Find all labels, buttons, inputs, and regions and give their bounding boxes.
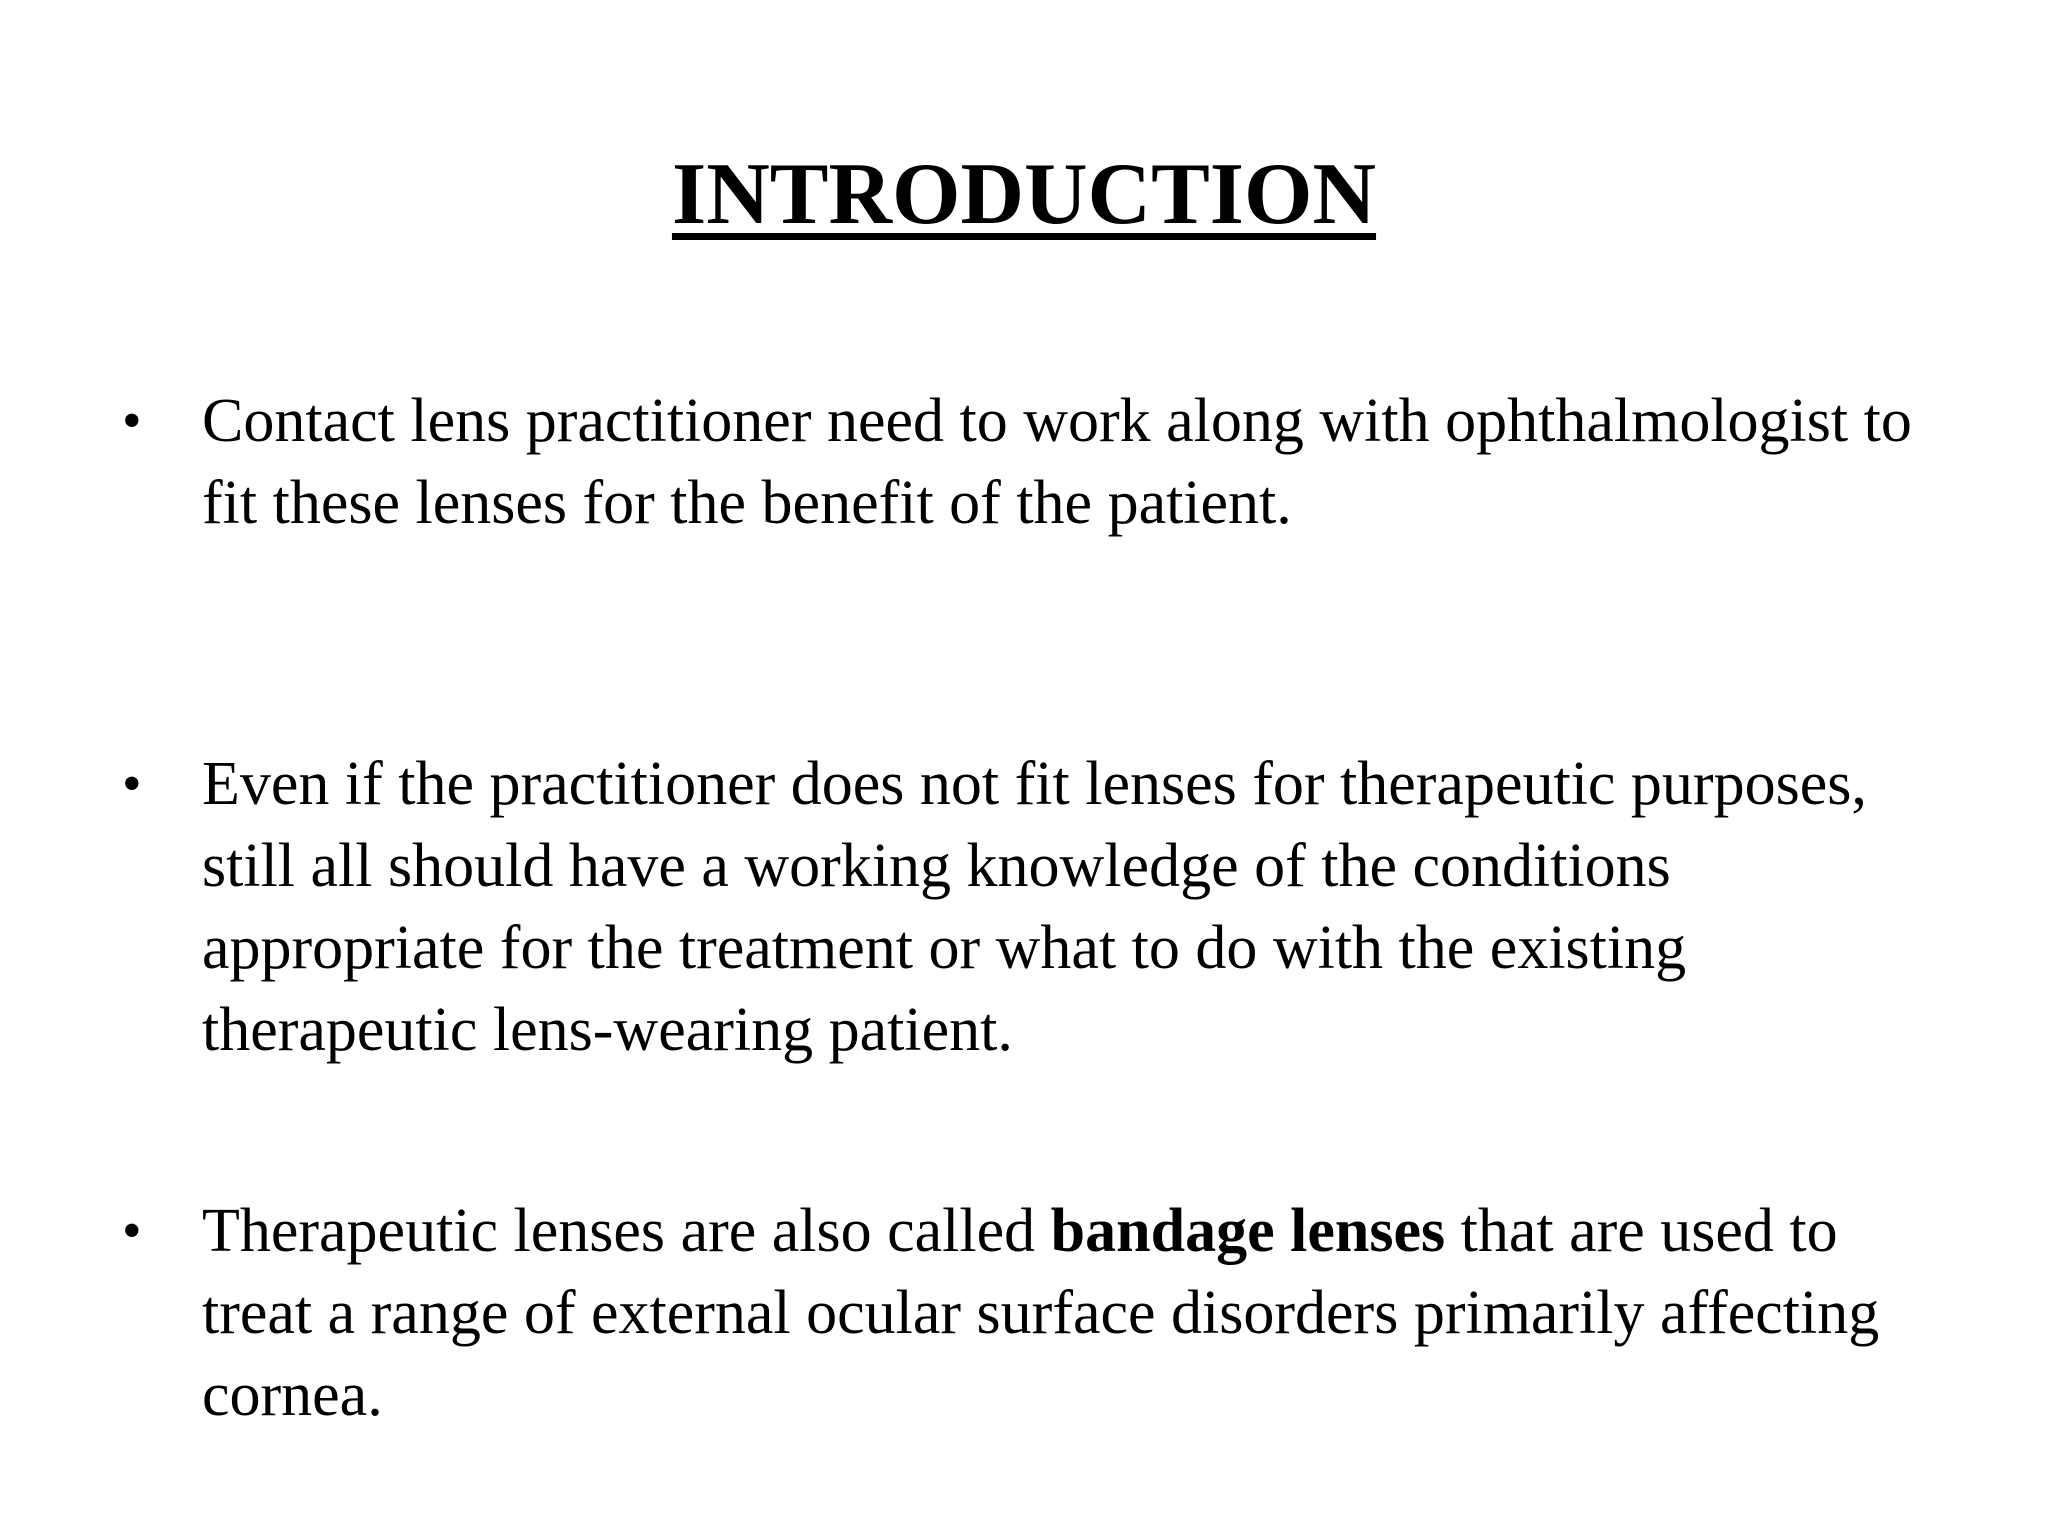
bullet-marker-icon: • bbox=[122, 1200, 142, 1262]
bullet-text-1: Contact lens practitioner need to work along with ophthalmologist to fit these lenses for the benefit of the patient. bbox=[202, 387, 1912, 537]
bullet-text-3 bbox=[202, 1190, 1962, 1436]
bullet-text-3-after: that are used to treat a range of external ocular surface disorders primarily affecting cornea. bbox=[202, 1197, 1880, 1429]
bullet-marker-icon: • bbox=[122, 390, 142, 452]
slide-title-text: INTRODUCTION bbox=[671, 146, 1377, 243]
bullet-text-3-bold: bandage lenses bbox=[1050, 1197, 1446, 1265]
bullet-text-2: Even if the practitioner does not fit lenses for therapeutic purposes, still all should have a working knowledge of the conditions appropriate for the treatment or what to do with the existing therapeutic lens-wearing patient. bbox=[202, 750, 1867, 1064]
bullet-text-3-before: Therapeutic lenses are also called bbox=[202, 1197, 1051, 1265]
slide-title bbox=[0, 140, 2048, 250]
bullet-marker-icon: • bbox=[122, 753, 142, 815]
